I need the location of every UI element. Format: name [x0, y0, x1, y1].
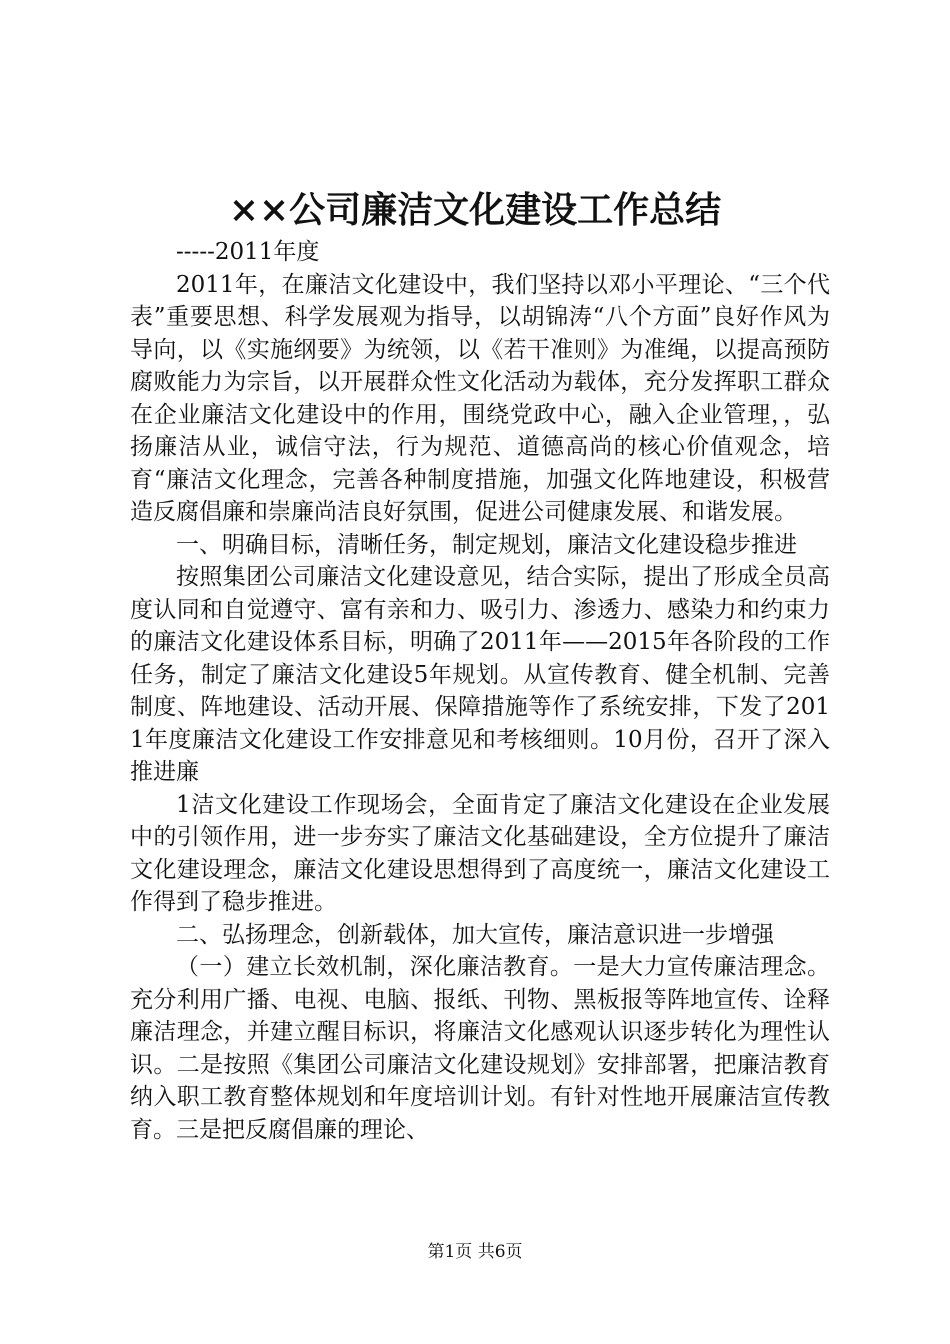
section-heading: 二、弘扬理念，创新载体，加大宣传，廉洁意识进一步增强 [176, 921, 774, 948]
body-paragraph: 2011年，在廉洁文化建设中，我们坚持以邓小平理论、“三个代表”重要思想、科学发展观为指导，以胡锦涛“八个方面”良好作风为导向，以《实施纲要》为统领，以《若干准则》为准绳，以提高预防腐败能力为宗旨，以开展群众性文化活动为载体，充分发挥职工群众在企业廉洁文化建设中的作用，围绕党政中心，融入企业管理，，弘扬廉洁从业，诚信守法，行为规范、道德高尚的核心价值观念，培育“廉洁文化理念，完善各种制度措施，加强文化阵地建设，积极营造反腐倡廉和崇廉尚洁良好氛围，促进公司健康发展、和谐发展。 [130, 271, 830, 525]
body-paragraph: （一）建立长效机制，深化廉洁教育。一是大力宣传廉洁理念。充分利用广播、电视、电脑、报纸、刊物、黑板报等阵地宣传、诠释廉洁理念，并建立醒目标识，将廉洁文化感观认识逐步转化为理性认识。二是按照《集团公司廉洁文化建设规划》安排部署，把廉洁教育纳入职工教育整体规划和年度培训计划。有针对性地开展廉洁宣传教育。三是把反腐倡廉的理论、 [130, 954, 830, 1143]
document-title: ××公司廉洁文化建设工作总结 [228, 189, 722, 231]
document-body [130, 236, 830, 1146]
body-paragraph: 按照集团公司廉洁文化建设意见，结合实际，提出了形成全员高度认同和自觉遵守、富有亲和力、吸引力、渗透力、感染力和约束力的廉洁文化建设体系目标，明确了2011年——2015年各阶段的工作任务，制定了廉洁文化建设5年规划。从宣传教育、健全机制、完善制度、阵地建设、活动开展、保障措施等作了系统安排，下发了2011年度廉洁文化建设工作安排意见和考核细则。10月份，召开了深入推进廉 [130, 564, 830, 785]
section-heading: 一、明确目标，清晰任务，制定规划，廉洁文化建设稳步推进 [176, 531, 797, 558]
body-paragraph: 1洁文化建设工作现场会，全面肯定了廉洁文化建设在企业发展中的引领作用，进一步夯实了廉洁文化基础建设，全方位提升了廉洁文化建设理念，廉洁文化建设思想得到了高度统一，廉洁文化建设工作得到了稳步推进。 [130, 791, 830, 915]
year-subtitle: -----2011年度 [176, 239, 320, 265]
page-number-footer: 第1页 共6页 [427, 1242, 523, 1262]
